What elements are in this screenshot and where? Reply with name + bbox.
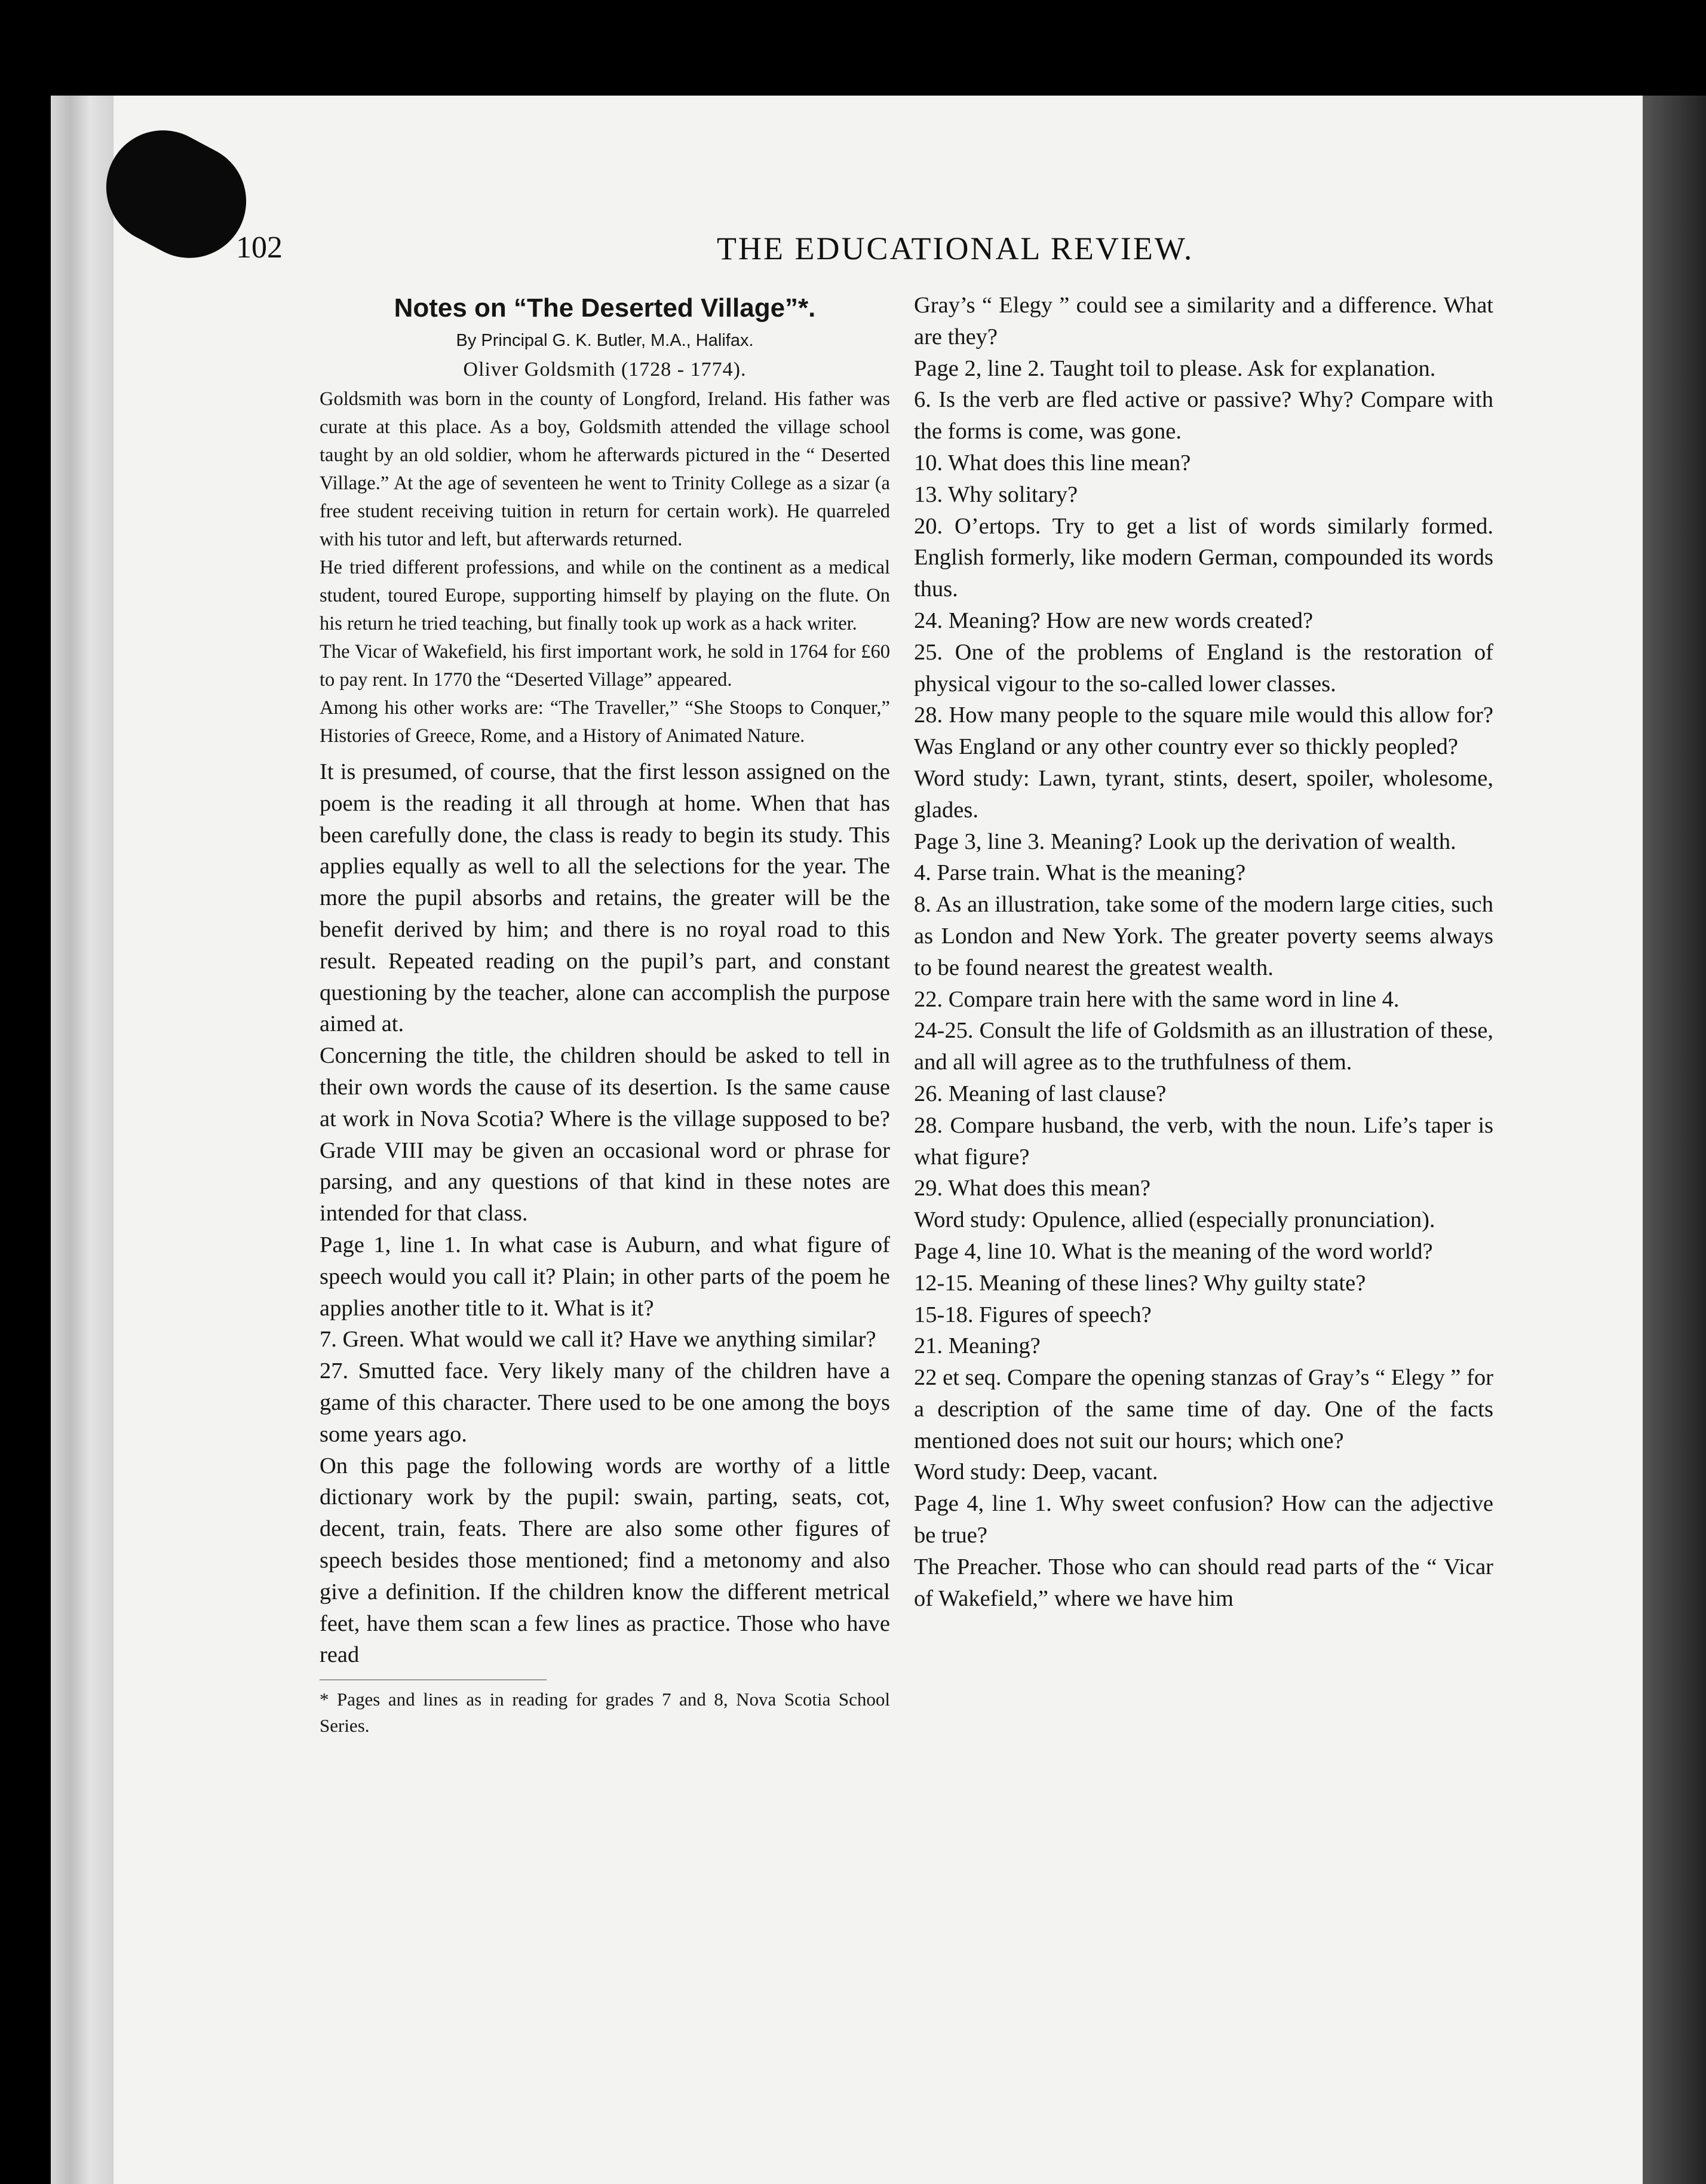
body-paragraph: 28. How many people to the square mile would this allow for? Was England or any other country ever so thickly peopled?	[914, 703, 1493, 760]
article-byline: By Principal G. K. Butler, M.A., Halifax.	[456, 331, 754, 350]
scan-right-border	[1643, 96, 1706, 2184]
body-paragraph: 29. What does this mean?	[914, 1176, 1150, 1201]
body-paragraph: Word study: Opulence, allied (especially pronunciation).	[914, 1207, 1435, 1233]
bio-paragraph: He tried different professions, and while on the continent as a medical student, toured Europe, supporting himself by playing on the flute. On his return he tried teaching, but finally took up work as a hack writer.	[320, 557, 890, 634]
book-page-edge	[51, 96, 116, 2184]
body-paragraph: Page 3, line 3. Meaning? Look up the derivation of wealth.	[914, 829, 1456, 854]
body-paragraph: Word study: Lawn, tyrant, stints, desert, spoiler, wholesome, glades.	[914, 765, 1493, 823]
article-title: Notes on “The Deserted Village”*.	[394, 293, 816, 323]
body-paragraph: 28. Compare husband, the verb, with the noun. Life’s taper is what figure?	[914, 1112, 1493, 1170]
bio-paragraph: Among his other works are: “The Traveller,” “She Stoops to Conquer,” Histories of Greece, Rome, and a History of Animated Nature.	[320, 697, 890, 747]
body-paragraph: 13. Why solitary?	[914, 481, 1078, 507]
body-paragraph: Page 2, line 2. Taught toil to please. Ask for explanation.	[914, 355, 1436, 381]
body-paragraph: 22. Compare train here with the same word in line 4.	[914, 986, 1400, 1012]
body-paragraph: Concerning the title, the children should be asked to tell in their own words the cause of its desertion. Is the same cause at work in Nova Scotia? Where is the village supposed to be? Grade VIII may be given an occasional word or phrase for parsing, and any questions of that kind in these notes are intended for that class.	[320, 1043, 890, 1226]
body-paragraph: Page 4, line 1. Why sweet confusion? How can the adjective be true?	[914, 1491, 1493, 1548]
author-subhead: Oliver Goldsmith (1728 - 1774).	[463, 358, 747, 381]
bio-paragraph: The Vicar of Wakefield, his first important work, he sold in 1764 for £60 to pay rent. In 1770 the “Deserted Village” appeared.	[320, 641, 890, 691]
body-paragraph: Gray’s “ Elegy ” could see a similarity and a difference. What are they?	[914, 293, 1493, 349]
body-paragraph: 24-25. Consult the life of Goldsmith as an illustration of these, and all will agree as to the truthfulness of them.	[914, 1018, 1493, 1075]
body-paragraph: The Preacher. Those who can should read parts of the “ Vicar of Wakefield,” where we have him	[914, 1554, 1493, 1611]
footnote-rule	[320, 1679, 547, 1680]
body-paragraph: 24. Meaning? How are new words created?	[914, 608, 1314, 633]
body-paragraph: 6. Is the verb are fled active or passive? Why? Compare with the forms is come, was gone.	[914, 387, 1493, 444]
body-paragraph: 25. One of the problems of England is the restoration of physical vigour to the so-called lower classes.	[914, 639, 1493, 697]
page-number: 102	[236, 231, 283, 265]
body-paragraph: 12-15. Meaning of these lines? Why guilty state?	[914, 1270, 1366, 1296]
body-paragraph: 7. Green. What would we call it? Have we anything similar?	[320, 1327, 876, 1352]
body-paragraph: 27. Smutted face. Very likely many of the children have a game of this character. There used to be one among the boys some years ago.	[320, 1358, 890, 1447]
body-paragraph: Page 4, line 10. What is the meaning of the word world?	[914, 1238, 1433, 1264]
body-paragraph: 10. What does this line mean?	[914, 450, 1191, 476]
body-paragraph: It is presumed, of course, that the first lesson assigned on the poem is the reading it all through at home. When that has been carefully done, the class is ready to begin its study. This applies equally as well to all the selections for the year. The more the pupil absorbs and retains, the greater will be the benefit derived by him; and there is no royal road to this result. Repeated reading on the pupil’s part, and constant questioning by the teacher, alone can accomplish the purpose aimed at.	[320, 759, 890, 1037]
body-paragraph: 20. O’ertops. Try to get a list of words similarly formed. English formerly, like modern German, compounded its words thus.	[914, 513, 1493, 602]
body-paragraph: 21. Meaning?	[914, 1333, 1041, 1359]
running-head: THE EDUCATIONAL REVIEW.	[717, 231, 1194, 266]
body-paragraph: On this page the following words are worthy of a little dictionary work by the pupil: swain, parting, seats, cot, decent, train, feats. There are also some other figures of speech besides those mentioned; find a metonomy and also give a definition. If the children know the different metrical feet, have them scan a few lines as practice. Those who have read	[320, 1453, 890, 1668]
body-paragraph: Page 1, line 1. In what case is Auburn, and what figure of speech would you call it? Plain; in other parts of the poem he applies another title to it. What is it?	[320, 1232, 890, 1321]
body-paragraph: 4. Parse train. What is the meaning?	[914, 860, 1246, 886]
body-paragraph: Word study: Deep, vacant.	[914, 1459, 1158, 1485]
body-paragraph: 15-18. Figures of speech?	[914, 1302, 1152, 1327]
body-paragraph: 8. As an illustration, take some of the modern large cities, such as London and New York. The greater poverty seems always to be found nearest the greatest wealth.	[914, 892, 1493, 980]
left-column	[320, 290, 890, 1739]
bio-paragraph: Goldsmith was born in the county of Longford, Ireland. His father was curate at this place. As a boy, Goldsmith attended the village school taught by an old soldier, whom he afterwards pictured in the “ Deserted Village.” At the age of seventeen he went to Trinity College as a sizar (a free student receiving tuition in return for certain work). He quarreled with his tutor and left, but afterwards returned.	[320, 388, 890, 550]
right-column	[914, 290, 1493, 1614]
footnote: * Pages and lines as in reading for grades 7 and 8, Nova Scotia School Series.	[320, 1689, 890, 1737]
body-paragraph: 22 et seq. Compare the opening stanzas of Gray’s “ Elegy ” for a description of the same time of day. One of the facts mentioned does not suit our hours; which one?	[914, 1365, 1493, 1453]
body-paragraph: 26. Meaning of last clause?	[914, 1081, 1167, 1106]
page-header	[236, 230, 1502, 278]
